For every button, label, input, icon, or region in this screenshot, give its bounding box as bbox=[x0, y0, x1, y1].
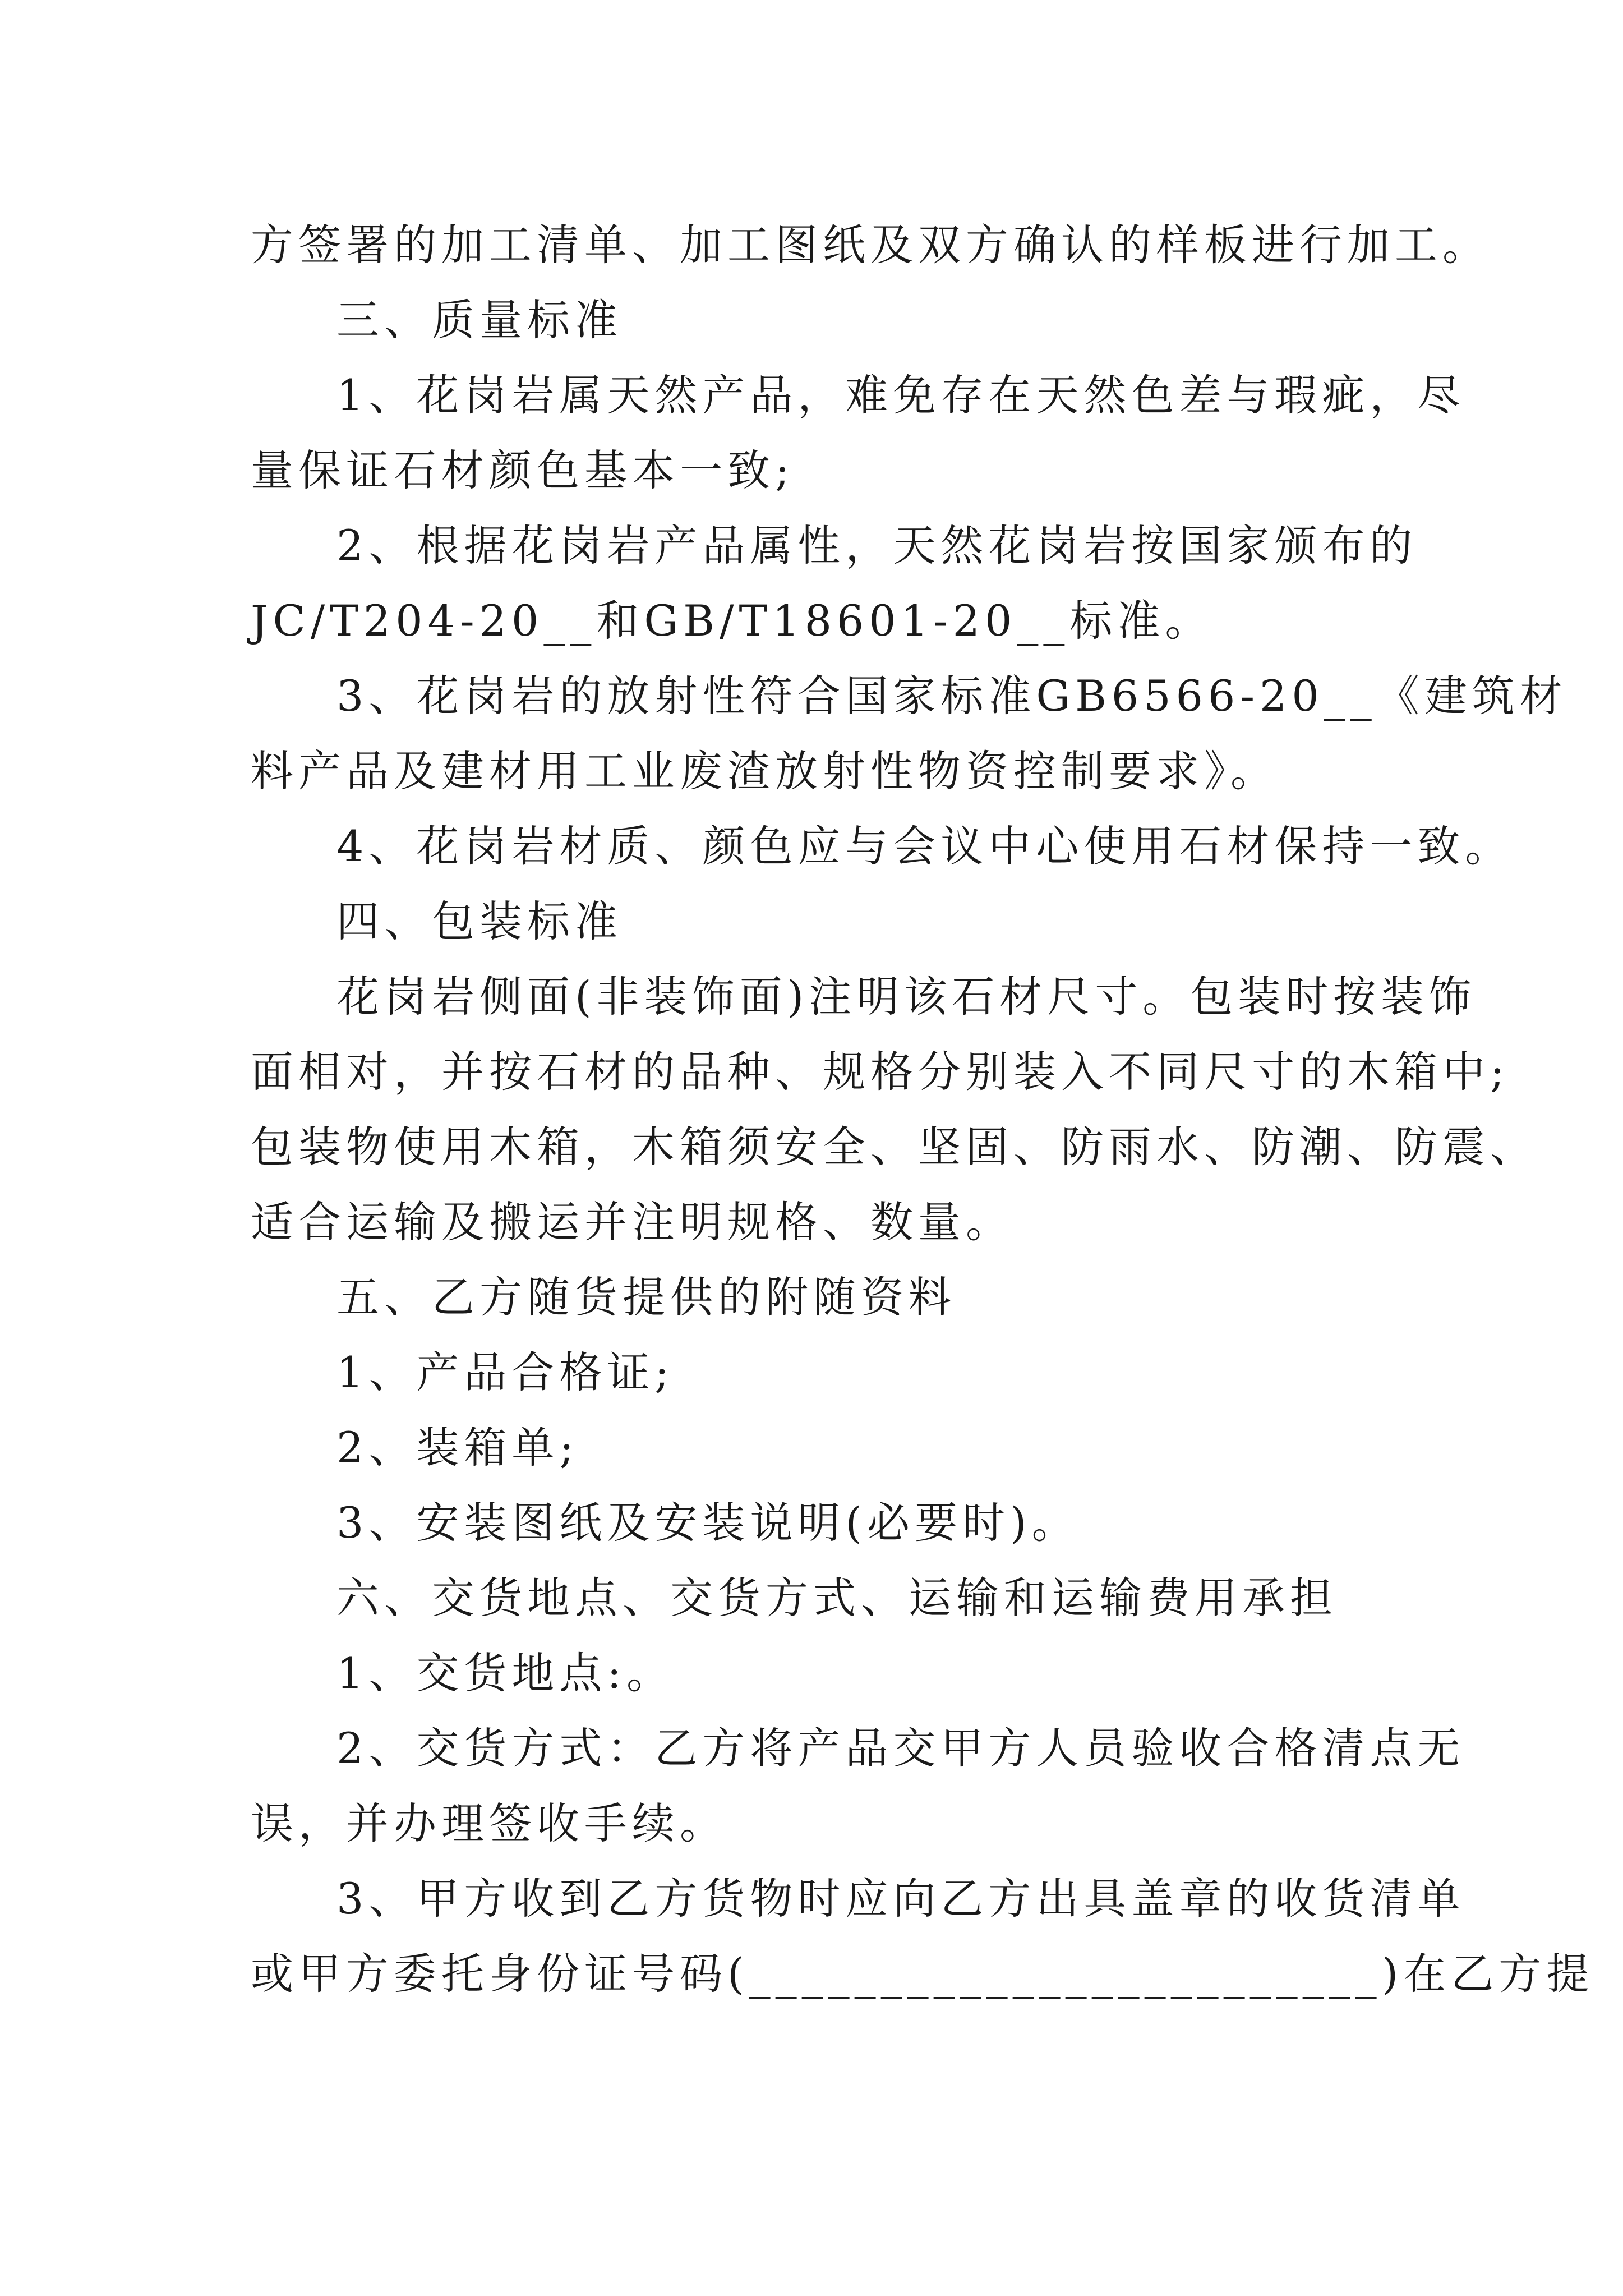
paragraph-line: 包装物使用木箱，木箱须安全、坚固、防雨水、防潮、防震、 bbox=[251, 1122, 1538, 1172]
paragraph-line: 方签署的加工清单、加工图纸及双方确认的样板进行加工。 bbox=[251, 220, 1490, 270]
paragraph-line: 2、交货方式：乙方将产品交甲方人员验收合格清点无 bbox=[336, 1723, 1465, 1773]
section-heading: 六、交货地点、交货方式、运输和运输费用承担 bbox=[336, 1573, 1338, 1623]
list-item: 3、安装图纸及安装说明(必要时)。 bbox=[336, 1498, 1080, 1548]
paragraph-line: 或甲方委托身份证号码(________________________)在乙方提 bbox=[251, 1949, 1594, 1999]
paragraph-line: 2、根据花岗岩产品属性，天然花岗岩按国家颁布的 bbox=[336, 521, 1418, 570]
list-item: 1、产品合格证; bbox=[336, 1347, 674, 1397]
section-heading: 五、乙方随货提供的附随资料 bbox=[336, 1272, 956, 1322]
paragraph-line: 面相对，并按石材的品种、规格分别装入不同尺寸的木箱中; bbox=[251, 1047, 1510, 1097]
paragraph-line: 花岗岩侧面(非装饰面)注明该石材尺寸。包装时按装饰 bbox=[336, 972, 1477, 1022]
paragraph-line: 料产品及建材用工业废渣放射性物资控制要求》。 bbox=[251, 746, 1278, 796]
paragraph-line: JC/T204-20__和GB/T18601-20__标准。 bbox=[251, 596, 1213, 646]
paragraph-line: 3、甲方收到乙方货物时应向乙方出具盖章的收货清单 bbox=[336, 1874, 1465, 1924]
paragraph-line: 3、花岗岩的放射性符合国家标准GB6566-20__《建筑材 bbox=[336, 671, 1567, 721]
section-heading: 四、包装标准 bbox=[336, 896, 623, 946]
paragraph-line: 4、花岗岩材质、颜色应与会议中心使用石材保持一致。 bbox=[336, 821, 1513, 871]
paragraph-line: 适合运输及搬运并注明规格、数量。 bbox=[251, 1197, 1013, 1247]
list-item: 1、交货地点:。 bbox=[336, 1648, 674, 1698]
paragraph-line: 1、花岗岩属天然产品，难免存在天然色差与瑕疵，尽 bbox=[336, 370, 1465, 420]
paragraph-line: 量保证石材颜色基本一致; bbox=[251, 445, 795, 495]
paragraph-line: 误，并办理签收手续。 bbox=[251, 1798, 727, 1848]
list-item: 2、装箱单; bbox=[336, 1423, 579, 1473]
section-heading: 三、质量标准 bbox=[336, 295, 623, 345]
